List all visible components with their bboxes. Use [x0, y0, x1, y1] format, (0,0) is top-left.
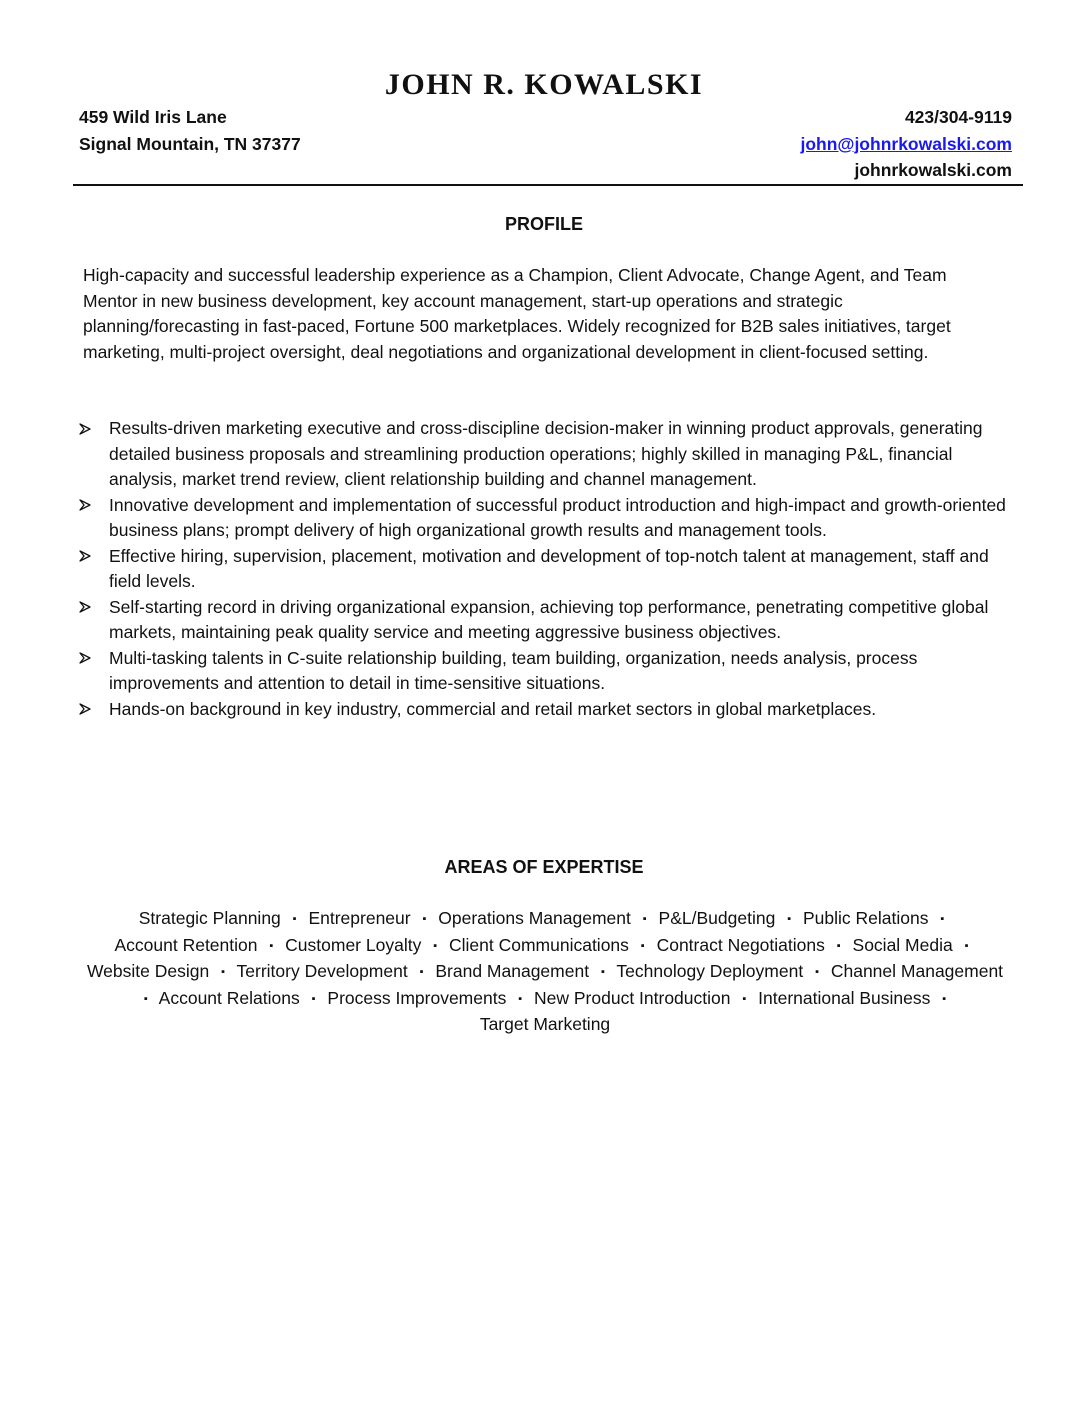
expertise-item: Target Marketing [479, 1014, 611, 1034]
profile-bullet-list [79, 416, 1015, 722]
bullet-text: Multi-tasking talents in C-suite relationship building, team building, organization, needs analysis, process improvements and attention to detail in time-sensitive situations. [109, 647, 918, 693]
separator-square-icon: ▪ [836, 939, 841, 952]
list-item [79, 416, 1015, 493]
phone-number: 423/304-9119 [904, 107, 1012, 127]
expertise-item: Entrepreneur [308, 908, 411, 928]
separator-square-icon: ▪ [269, 939, 274, 952]
expertise-item: Customer Loyalty [285, 934, 422, 955]
bullet-text: Results-driven marketing executive and cross-discipline decision-maker in winning product approvals, generating detailed business proposals and streamlining production operations; highly skilled in managing P&L, financial analysis, market trend review, client relationship building and channel management. [109, 418, 983, 489]
profile-summary: High-capacity and successful leadership experience as a Champion, Client Advocate, Change Agent, and Team Mentor in new business development, key account management, start-up operations and strategic planning/forecasting in fast-paced, Fortune 500 marketplaces. Widely recognized for B2B sales initiatives, target marketing, multi-project oversight, deal negotiations and organizational development in client-focused setting. [83, 265, 951, 362]
expertise-item: Strategic Planning [138, 908, 281, 928]
separator-square-icon: ▪ [964, 939, 969, 952]
expertise-item: Contract Negotiations [656, 934, 825, 955]
separator-square-icon: ▪ [642, 913, 647, 925]
separator-square-icon: ▪ [143, 992, 148, 1005]
contact-block [800, 104, 1012, 184]
expertise-item: Technology Deployment [616, 961, 804, 981]
list-item [79, 646, 1015, 697]
arrowhead-bullet-icon [79, 595, 99, 621]
expertise-item: New Product Introduction [534, 987, 731, 1008]
separator-square-icon: ▪ [815, 966, 819, 978]
expertise-item: Brand Management [435, 961, 590, 981]
separator-square-icon: ▪ [221, 966, 225, 978]
email-link[interactable]: john@johnrkowalski.com [800, 133, 1012, 154]
address-block [79, 104, 301, 157]
bullet-text: Self-starting record in driving organizational expansion, achieving top performance, penetrating competitive global markets, maintaining peak quality service and meeting aggressive business objectives. [109, 596, 989, 642]
website-text: johnrkowalski.com [854, 160, 1012, 180]
bullet-text: Hands-on background in key industry, commercial and retail market sectors in global marketplaces. [109, 698, 877, 719]
separator-square-icon: ▪ [419, 966, 424, 978]
separator-square-icon: ▪ [600, 966, 605, 978]
expertise-item: P&L/Budgeting [658, 908, 776, 928]
address-street: 459 Wild Iris Lane [79, 107, 227, 127]
arrowhead-bullet-icon [79, 416, 99, 442]
candidate-name: JOHN R. KOWALSKI [384, 68, 704, 101]
expertise-item: Social Media [852, 934, 953, 955]
expertise-item: Operations Management [438, 908, 631, 928]
expertise-item: Public Relations [802, 908, 929, 928]
separator-square-icon: ▪ [787, 913, 792, 925]
expertise-list [78, 906, 1012, 1038]
arrowhead-bullet-icon [79, 493, 99, 519]
list-item [79, 697, 1015, 723]
expertise-item: Channel Management [830, 961, 1004, 981]
address-city: Signal Mountain, TN 37377 [79, 133, 301, 154]
separator-square-icon: ▪ [311, 992, 316, 1005]
separator-square-icon: ▪ [940, 913, 945, 925]
separator-square-icon: ▪ [518, 992, 523, 1005]
bullet-text: Innovative development and implementation of successful product introduction and high-impact and growth-oriented business plans; prompt delivery of high organizational growth results and management tools. [109, 494, 1006, 540]
bullet-text: Effective hiring, supervision, placement, motivation and development of top-notch talent at management, staff and field levels. [109, 545, 989, 591]
expertise-item: Account Retention [114, 934, 258, 955]
list-item [79, 595, 1015, 646]
profile-heading: PROFILE [504, 214, 583, 234]
separator-square-icon: ▪ [433, 939, 438, 952]
arrowhead-bullet-icon [79, 544, 99, 570]
expertise-item: Territory Development [236, 961, 408, 981]
header-divider [73, 184, 1023, 186]
expertise-item: Website Design [86, 961, 210, 981]
separator-square-icon: ▪ [292, 913, 297, 925]
list-item [79, 493, 1015, 544]
expertise-item: Account Relations [158, 987, 300, 1008]
expertise-heading: AREAS OF EXPERTISE [444, 857, 644, 877]
list-item [79, 544, 1015, 595]
arrowhead-bullet-icon [79, 646, 99, 672]
separator-square-icon: ▪ [640, 939, 645, 952]
expertise-item: International Business [758, 987, 931, 1008]
expertise-item: Process Improvements [327, 987, 507, 1008]
separator-square-icon: ▪ [422, 913, 427, 925]
separator-square-icon: ▪ [942, 992, 947, 1005]
arrowhead-bullet-icon [79, 697, 99, 723]
expertise-item: Client Communications [448, 934, 629, 955]
separator-square-icon: ▪ [742, 992, 747, 1005]
